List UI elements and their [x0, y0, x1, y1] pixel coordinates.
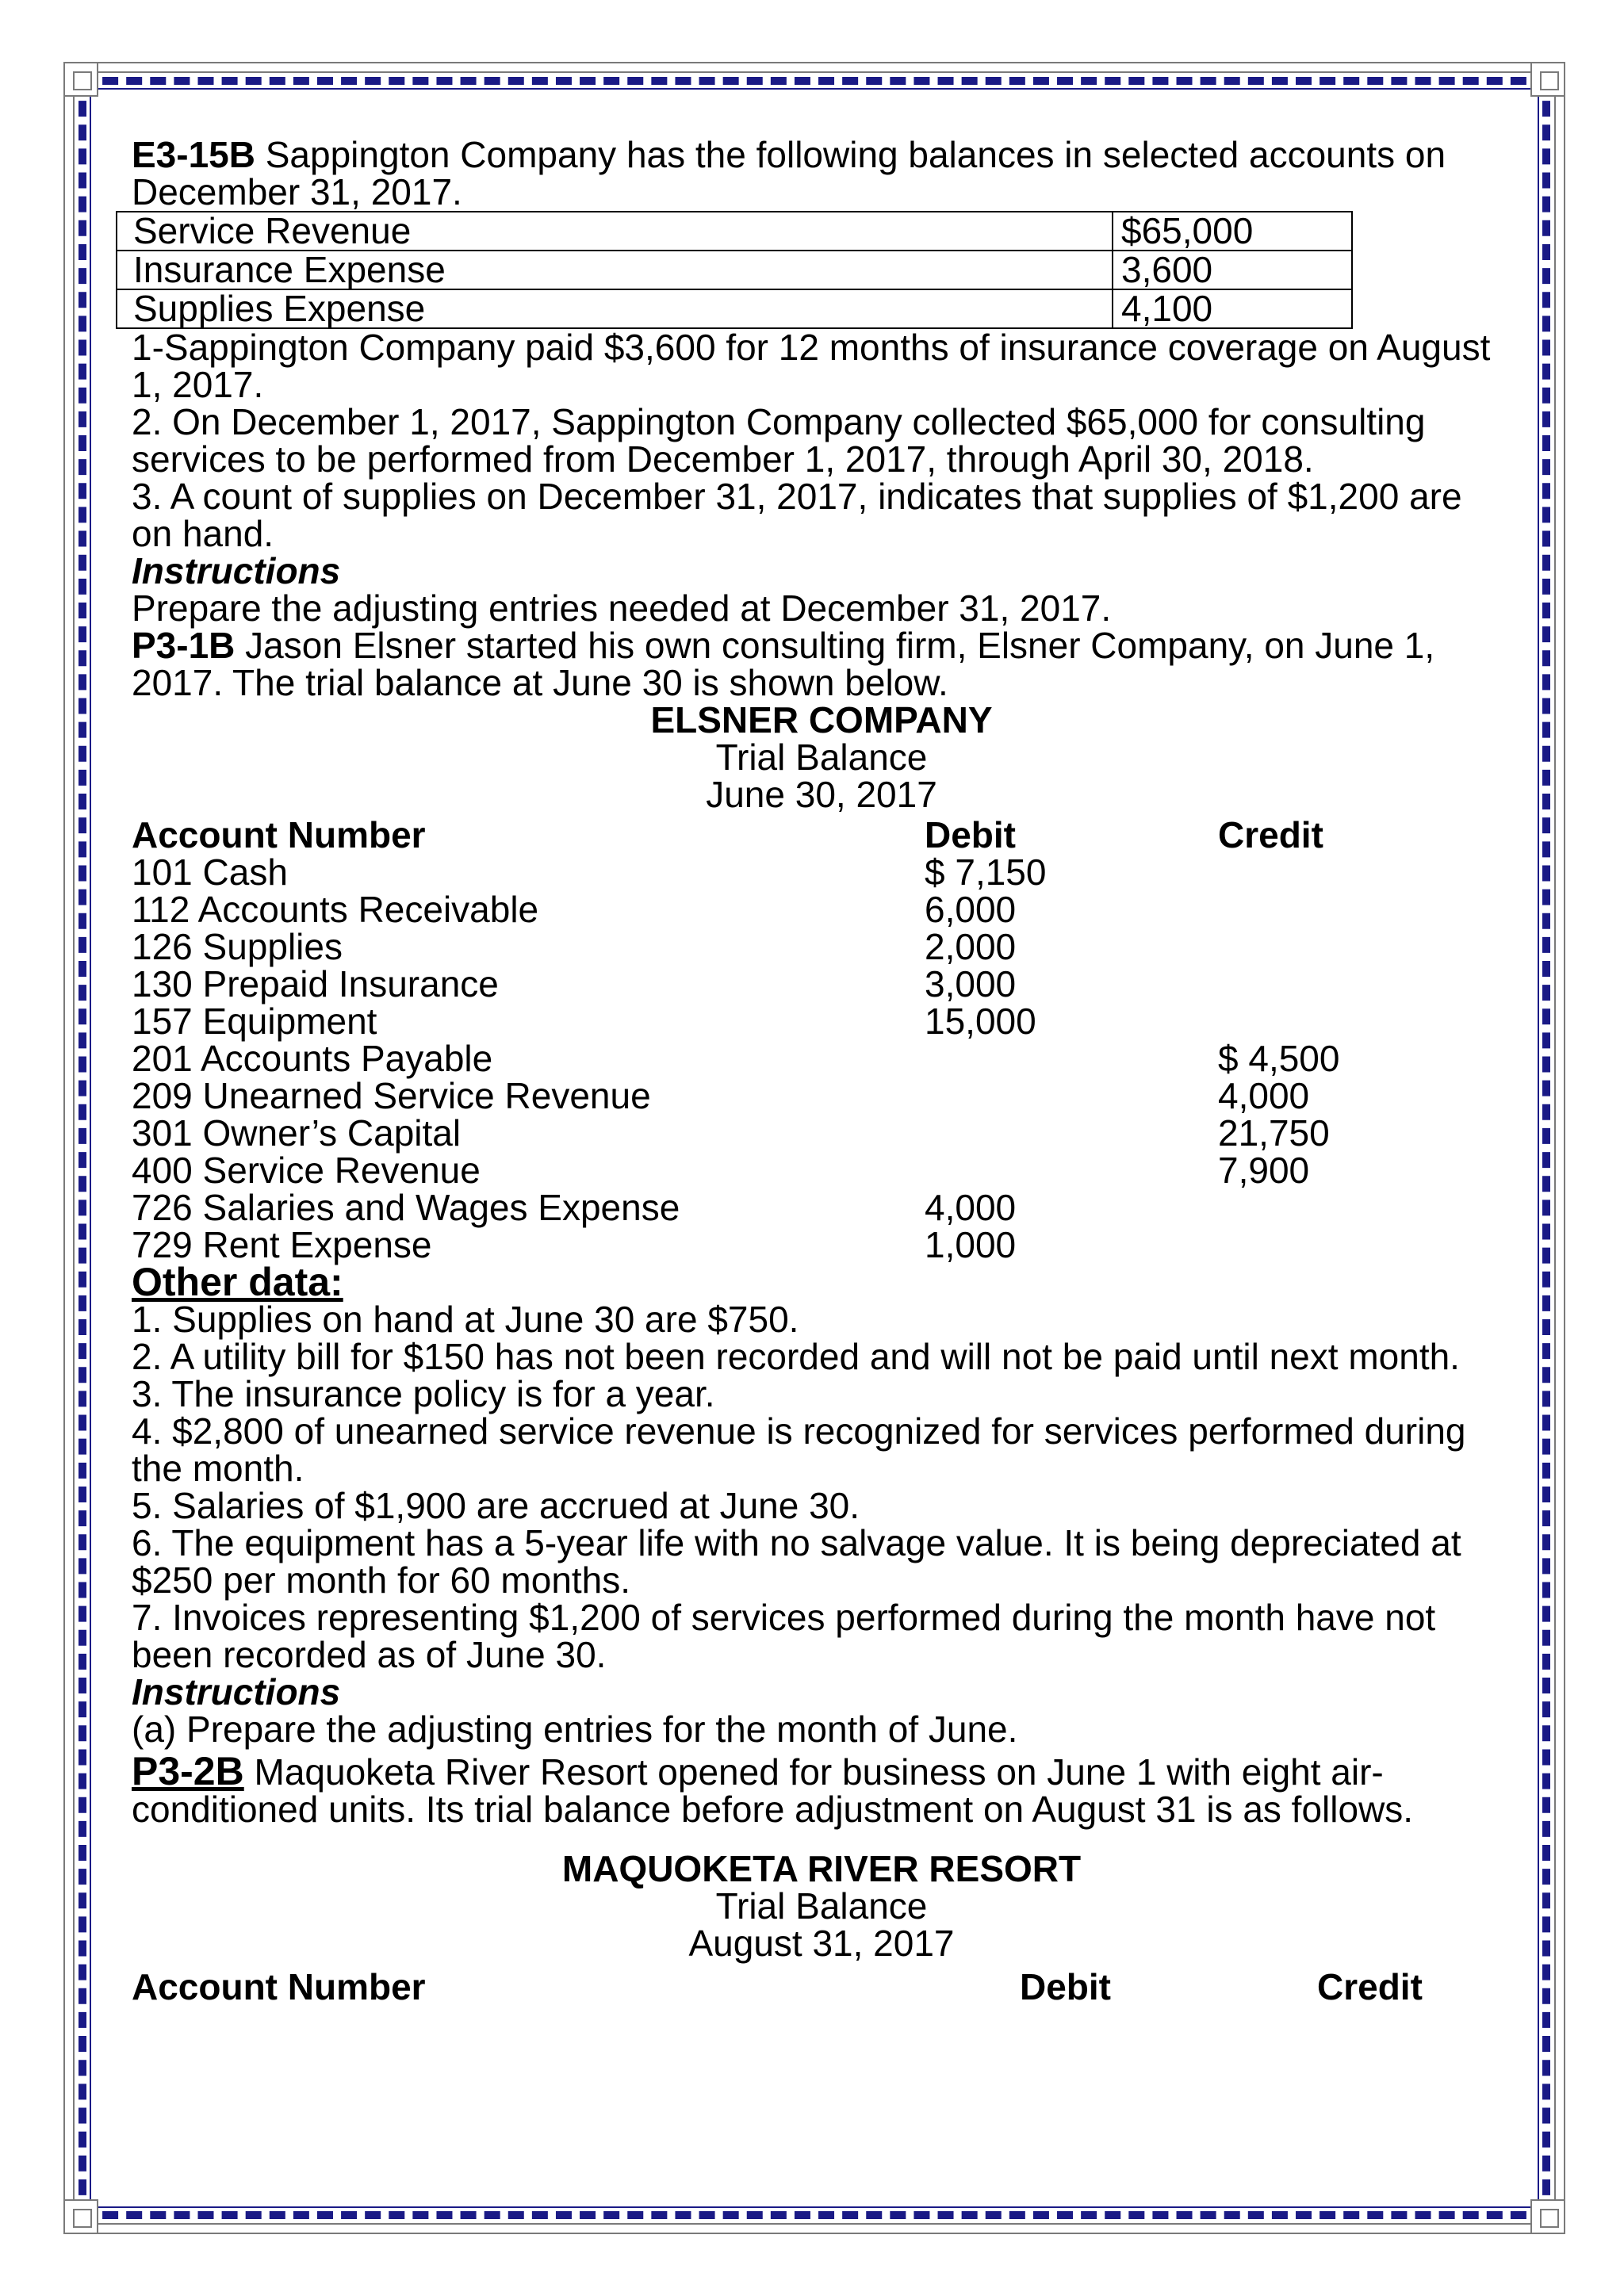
p32b-statement-title: Trial Balance: [715, 1885, 928, 1927]
account-name: 112 Accounts Receivable: [132, 889, 539, 930]
debit-amount: [925, 1152, 1218, 1189]
table-row: [132, 963, 1511, 1004]
table-row: [117, 289, 1352, 328]
table-row: [132, 928, 1511, 966]
debit-amount: $ 7,150: [925, 851, 1047, 893]
corner-ornament-top-right: [1530, 62, 1565, 97]
account-name: 126 Supplies: [132, 926, 343, 967]
e315b-instructions: Prepare the adjusting entries needed at December 31, 2017.: [132, 587, 1112, 629]
column-header-account: Account Number: [132, 1966, 426, 2007]
list-item: 1. Supplies on hand at June 30 are $750.: [132, 1299, 799, 1340]
account-name: 101 Cash: [132, 851, 288, 893]
table-row: [132, 1112, 1511, 1154]
e315b-balances-table: [116, 211, 1353, 329]
list-item: 3. A count of supplies on December 31, 2017, indicates that supplies of $1,200 are on hand.: [132, 476, 1462, 554]
list-item: 7. Invoices representing $1,200 of services performed during the month have not been recorded as of June 30.: [132, 1597, 1436, 1675]
account-name: 130 Prepaid Insurance: [132, 963, 499, 1004]
balance-account: Supplies Expense: [117, 289, 1113, 328]
p31b-statement-date: June 30, 2017: [706, 774, 937, 815]
p31b-other-data-heading: Other data:: [132, 1260, 343, 1304]
debit-amount: [925, 1077, 1218, 1115]
table-row: [132, 1077, 1511, 1115]
column-header-credit: Credit: [1218, 814, 1323, 855]
p31b-trial-balance-header: [132, 814, 1511, 855]
p32b-label: P3-2B: [132, 1749, 244, 1793]
debit-amount: 15,000: [925, 1001, 1036, 1042]
credit-amount: [1218, 891, 1456, 928]
p32b-statement-date: August 31, 2017: [688, 1923, 955, 1964]
corner-ornament-top-left: [63, 62, 98, 97]
e315b-intro: [132, 136, 1511, 211]
balance-account: Insurance Expense: [117, 251, 1113, 289]
table-row: [132, 891, 1511, 928]
table-row: [132, 1189, 1511, 1226]
credit-amount: [1218, 1003, 1456, 1040]
balance-amount: 4,100: [1113, 289, 1352, 328]
corner-ornament-bottom-right: [1530, 2199, 1565, 2234]
debit-amount: 2,000: [925, 926, 1017, 967]
credit-amount: 21,750: [1218, 1112, 1330, 1154]
column-header-debit: Debit: [925, 814, 1016, 855]
table-row: [132, 1003, 1511, 1040]
p32b-trial-balance-header: [132, 1966, 1511, 2007]
credit-amount: $ 4,500: [1218, 1038, 1340, 1079]
e315b-instructions-heading: Instructions: [132, 550, 341, 591]
list-item: 4. $2,800 of unearned service revenue is recognized for services performed during the month.: [132, 1410, 1466, 1489]
table-row: [132, 851, 1511, 893]
document-body: [132, 136, 1511, 2006]
e315b-label: E3-15B: [132, 134, 255, 175]
list-item: 2. On December 1, 2017, Sappington Company collected $65,000 for consulting services to be performed from December 1, 2017, through April 30, 2018.: [132, 401, 1426, 480]
list-item: 3. The insurance policy is for a year.: [132, 1373, 715, 1414]
table-row: [117, 212, 1352, 251]
credit-amount: [1218, 928, 1456, 966]
account-name: 729 Rent Expense: [132, 1224, 432, 1265]
e315b-intro-text: Sappington Company has the following balances in selected accounts on December 31, 2017.: [132, 134, 1446, 212]
balance-amount: $65,000: [1113, 212, 1352, 251]
list-item: 1-Sappington Company paid $3,600 for 12 months of insurance coverage on August 1, 2017.: [132, 327, 1491, 405]
table-row: [132, 1226, 1511, 1264]
list-item: 5. Salaries of $1,900 are accrued at June 30.: [132, 1485, 860, 1526]
column-header-debit: Debit: [1020, 1966, 1111, 2007]
list-item: 6. The equipment has a 5-year life with no salvage value. It is being depreciated at $250 per month for 60 months.: [132, 1522, 1461, 1601]
account-name: 209 Unearned Service Revenue: [132, 1075, 651, 1116]
account-name: 201 Accounts Payable: [132, 1038, 493, 1079]
p31b-trial-balance: [132, 851, 1511, 1265]
p31b-label: P3-1B: [132, 625, 236, 666]
spacer: [132, 1828, 1511, 1850]
corner-ornament-bottom-left: [63, 2199, 98, 2234]
debit-amount: 3,000: [925, 963, 1017, 1004]
debit-amount: [925, 1040, 1218, 1077]
p31b-instructions: (a) Prepare the adjusting entries for the month of June.: [132, 1709, 1018, 1750]
p31b-intro: [132, 627, 1511, 702]
table-row: [117, 251, 1352, 289]
list-item: 2. A utility bill for $150 has not been recorded and will not be paid until next month.: [132, 1336, 1460, 1377]
p32b-intro: [132, 1749, 1511, 1830]
account-name: 157 Equipment: [132, 1001, 377, 1042]
credit-amount: 4,000: [1218, 1075, 1310, 1116]
credit-amount: [1218, 1189, 1456, 1226]
balance-account: Service Revenue: [117, 212, 1113, 251]
p32b-intro-text: Maquoketa River Resort opened for business on June 1 with eight air-conditioned units. Its trial balance before adjustment on August 31 is as follows.: [132, 1751, 1414, 1830]
balance-amount: 3,600: [1113, 251, 1352, 289]
column-header-account: Account Number: [132, 814, 426, 855]
account-name: 726 Salaries and Wages Expense: [132, 1187, 680, 1228]
debit-amount: 4,000: [925, 1187, 1017, 1228]
debit-amount: [925, 1115, 1218, 1152]
credit-amount: [1218, 1226, 1456, 1264]
account-name: 301 Owner’s Capital: [132, 1112, 462, 1154]
p31b-intro-text: Jason Elsner started his own consulting firm, Elsner Company, on June 1, 2017. The trial balance at June 30 is shown below.: [132, 625, 1435, 703]
credit-amount: [1218, 966, 1456, 1003]
debit-amount: 6,000: [925, 889, 1017, 930]
credit-amount: 7,900: [1218, 1150, 1310, 1191]
table-row: [132, 1040, 1511, 1077]
table-row: [132, 1152, 1511, 1189]
p32b-company-name: MAQUOKETA RIVER RESORT: [561, 1848, 1082, 1889]
account-name: 400 Service Revenue: [132, 1150, 481, 1191]
credit-amount: [1218, 854, 1456, 891]
p31b-statement-title: Trial Balance: [715, 737, 928, 778]
p31b-instructions-heading: Instructions: [132, 1671, 341, 1712]
debit-amount: 1,000: [925, 1224, 1017, 1265]
column-header-credit: Credit: [1317, 1966, 1423, 2007]
p31b-company-name: ELSNER COMPANY: [650, 699, 993, 740]
